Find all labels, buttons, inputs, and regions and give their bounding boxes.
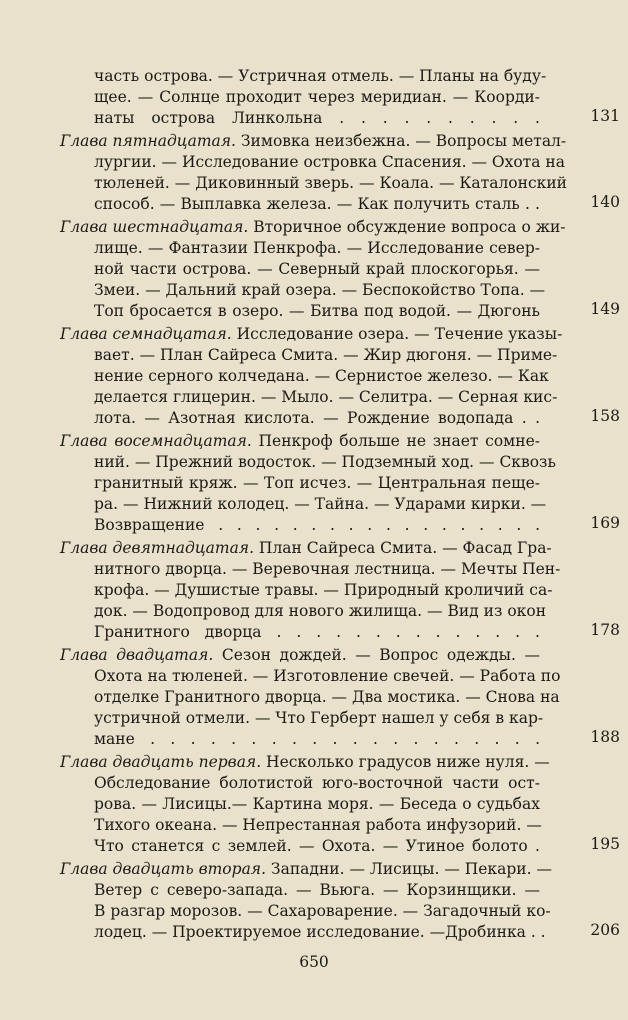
toc-line-text: Змеи. — Дальний край озера. — Беспокойство Топа. —: [94, 281, 546, 299]
chapter-title: Глава восемнадцатая.: [60, 432, 252, 450]
table-of-contents: [60, 66, 620, 945]
toc-line: [60, 836, 540, 857]
toc-line-text: устричной отмели. — Что Герберт нашел у себя в кар-: [94, 709, 544, 727]
toc-line: [60, 280, 546, 301]
toc-line: [60, 515, 540, 536]
toc-entry: [60, 324, 620, 429]
toc-line-text: Вторичное обсуждение вопроса о жи-: [248, 218, 566, 236]
toc-line: [60, 494, 547, 515]
toc-line: [60, 922, 546, 943]
toc-line: [60, 815, 540, 836]
toc-line-text: ной части острова. — Северный край плоскогорья. —: [94, 260, 540, 278]
toc-page-number: 158: [590, 407, 620, 425]
toc-page-number: 169: [590, 514, 620, 532]
toc-line-text: вает. — План Сайреса Смита. — Жир дюгоня. — Приме-: [94, 346, 558, 364]
toc-page-number: 206: [590, 921, 620, 939]
toc-line-text: нитного дворца. — Веревочная лестница. — Мечты Пен-: [94, 560, 561, 578]
toc-line-text: гранитный кряж. — Топ исчез. — Центральная пеще-: [94, 474, 540, 492]
toc-line-text: док. — Водопровод для нового жилища. — Вид из окон: [94, 602, 547, 620]
toc-entry: [60, 217, 620, 322]
toc-line-text: рова. — Лисицы.— Картина моря. — Беседа о судьбах: [94, 795, 540, 813]
toc-line-text: нение серного колчедана. — Сернистое железо. — Как: [94, 367, 549, 385]
toc-entry: [60, 131, 620, 215]
toc-line: [60, 259, 540, 280]
chapter-title: Глава семнадцатая.: [60, 325, 232, 343]
toc-entry: [60, 752, 620, 857]
toc-line-text: мане . . . . . . . . . . . . . . . . . . . .: [94, 730, 540, 748]
chapter-title: Глава двадцать вторая.: [60, 860, 266, 878]
toc-line: [60, 880, 540, 901]
toc-line: [60, 708, 544, 729]
toc-line: [60, 173, 567, 194]
toc-entry: [60, 645, 620, 750]
toc-line-text: Топ бросается в озеро. — Битва под водой. — Дюгонь: [94, 302, 540, 320]
toc-line-text: План Сайреса Смита. — Фасад Гра-: [254, 539, 552, 557]
toc-line-text: Несколько градусов ниже нуля. —: [261, 753, 550, 771]
toc-line: [60, 752, 550, 773]
toc-line-text: Охота на тюленей. — Изготовление свечей. — Работа по: [94, 667, 561, 685]
toc-line: [60, 687, 560, 708]
toc-line: [60, 666, 561, 687]
toc-line: [60, 729, 540, 750]
toc-line-text: ний. — Прежний водосток. — Подземный ход. — Сквозь: [94, 453, 556, 471]
toc-line: [60, 324, 563, 345]
toc-line-text: наты острова Линкольна . . . . . . . . . .: [94, 109, 540, 127]
toc-entry: [60, 431, 620, 536]
toc-line-text: часть острова. — Устричная отмель. — Планы на буду-: [94, 67, 547, 85]
toc-line: [60, 859, 552, 880]
chapter-title: Глава двадцать первая.: [60, 753, 262, 771]
toc-line: [60, 538, 552, 559]
page-number: 650: [299, 953, 329, 971]
toc-line: [60, 345, 558, 366]
toc-line: [60, 559, 561, 580]
toc-page-number: 188: [590, 728, 620, 746]
toc-line: [60, 794, 540, 815]
toc-line: [60, 131, 567, 152]
toc-line-text: Зимовка неизбежна. — Вопросы метал-: [235, 132, 567, 150]
toc-page-number: 178: [590, 621, 620, 639]
toc-line: [60, 773, 540, 794]
toc-line-text: Возвращение . . . . . . . . . . . . . . . . . .: [94, 516, 540, 534]
toc-page-number: 149: [590, 300, 620, 318]
toc-line-text: Пенкроф больше не знает сомне-: [251, 432, 540, 450]
toc-line-text: Что станется с землей. — Охота. — Утиное болото .: [94, 837, 540, 855]
toc-page-number: 140: [590, 193, 620, 211]
toc-line: [60, 452, 556, 473]
toc-line-text: Тихого океана. — Непрестанная работа инфузорий. —: [94, 816, 542, 834]
toc-line-text: лище. — Фантазии Пенкрофа. — Исследование север-: [94, 239, 540, 257]
chapter-title: Глава двадцатая.: [60, 646, 214, 664]
toc-line: [60, 217, 566, 238]
toc-line: [60, 87, 540, 108]
toc-entry: [60, 538, 620, 643]
toc-line: [60, 901, 551, 922]
chapter-title: Глава девятнадцатая.: [60, 539, 254, 557]
toc-line-text: Западни. — Лисицы. — Пекари. —: [266, 860, 552, 878]
toc-line: [60, 66, 547, 87]
toc-line-text: отделке Гранитного дворца. — Два мостика. — Снова на: [94, 688, 560, 706]
toc-line: [60, 601, 547, 622]
toc-page-number: 131: [590, 107, 620, 125]
chapter-title: Глава шестнадцатая.: [60, 218, 249, 236]
toc-line: [60, 408, 540, 429]
toc-line: [60, 387, 558, 408]
toc-line-text: лота. — Азотная кислота. — Рождение водопада . .: [94, 409, 540, 427]
toc-line-text: Ветер с северо-запада. — Вьюга. — Корзинщики. —: [94, 881, 540, 899]
toc-line-text: тюленей. — Диковинный зверь. — Коала. — Каталонский: [94, 174, 567, 192]
toc-line-text: Исследование озера. — Течение указы-: [231, 325, 563, 343]
toc-line-text: щее. — Солнце проходит через меридиан. — Коорди-: [94, 88, 540, 106]
toc-line-text: способ. — Выплавка железа. — Как получить сталь . .: [94, 195, 540, 213]
chapter-title: Глава пятнадцатая.: [60, 132, 236, 150]
toc-line: [60, 152, 565, 173]
toc-line: [60, 194, 540, 215]
toc-line: [60, 622, 540, 643]
toc-line-text: Гранитного дворца . . . . . . . . . . . . . .: [94, 623, 540, 641]
toc-entry: [60, 859, 620, 943]
toc-entry: [60, 66, 620, 129]
toc-line: [60, 473, 540, 494]
toc-line: [60, 108, 540, 129]
toc-line-text: делается глицерин. — Мыло. — Селитра. — Серная кис-: [94, 388, 558, 406]
toc-line-text: крофа. — Душистые травы. — Природный кроличий са-: [94, 581, 553, 599]
toc-line-text: лодец. — Проектируемое исследование. —Дробинка . .: [94, 923, 546, 941]
toc-line-text: Обследование болотистой юго-восточной части ост-: [94, 774, 540, 792]
toc-line-text: ра. — Нижний колодец. — Тайна. — Ударами кирки. —: [94, 495, 547, 513]
toc-line: [60, 431, 540, 452]
toc-line: [60, 301, 540, 322]
toc-line: [60, 580, 553, 601]
toc-line: [60, 366, 549, 387]
toc-line-text: В разгар морозов. — Сахароварение. — Загадочный ко-: [94, 902, 551, 920]
toc-line: [60, 238, 540, 259]
toc-line-text: лургии. — Исследование островка Спасения. — Охота на: [94, 153, 565, 171]
toc-line-text: Сезон дождей. — Вопрос одежды. —: [213, 646, 540, 664]
toc-page-number: 195: [590, 835, 620, 853]
toc-line: [60, 645, 540, 666]
